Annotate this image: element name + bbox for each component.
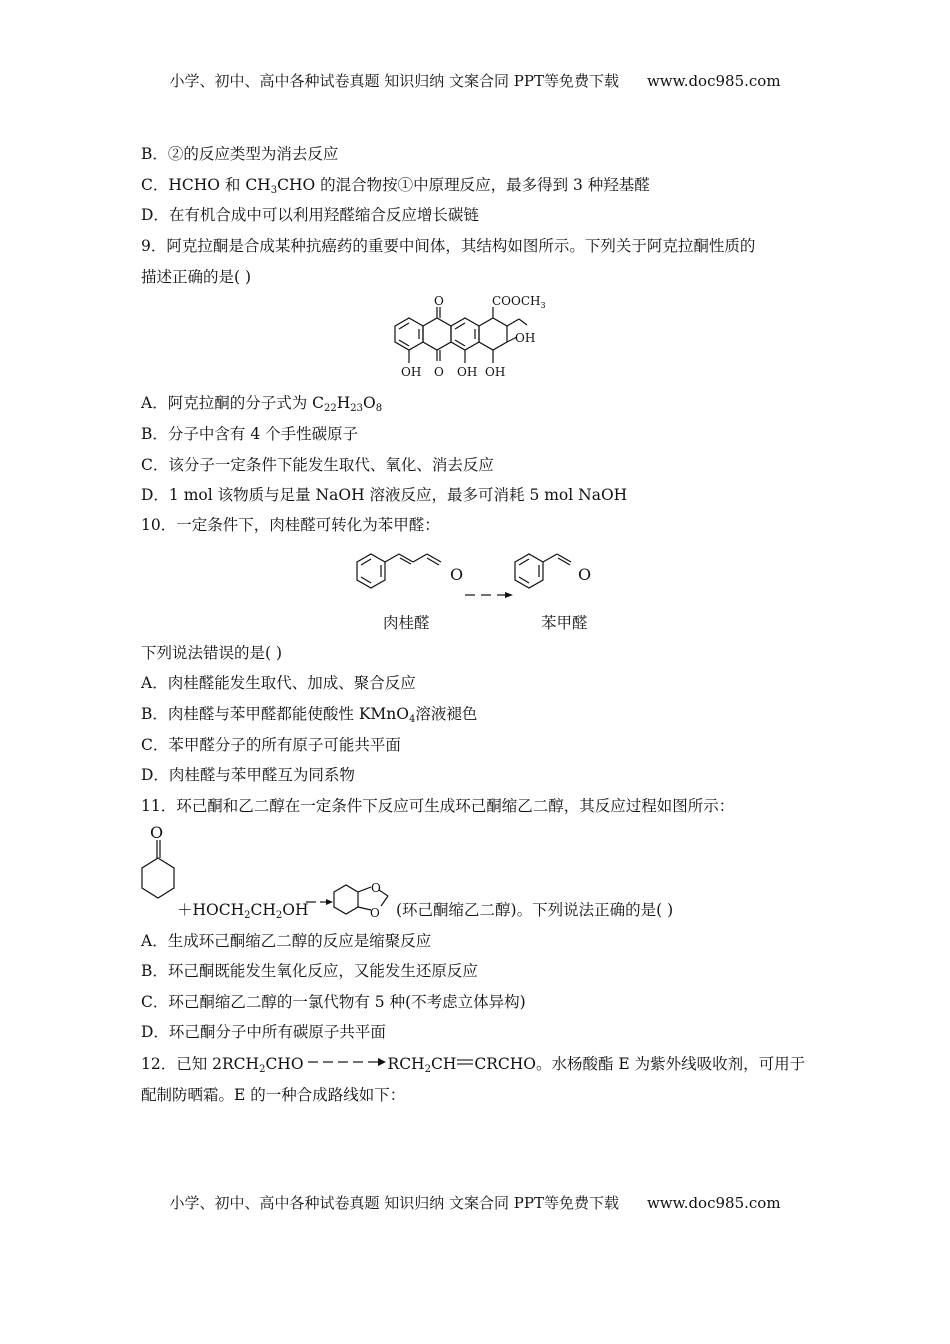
- q11-option-d: D．环己酮分子中所有碳原子共平面: [141, 1023, 386, 1041]
- q9-stem-line1: 9．阿克拉酮是合成某种抗癌药的重要中间体，其结构如图所示。下列关于阿克拉酮性质的: [141, 237, 756, 255]
- q8-option-b: B．②的反应类型为消去反应: [141, 145, 339, 163]
- page-footer: [0, 1192, 950, 1213]
- header-url: www.doc985.com: [646, 72, 781, 90]
- q10-option-d: D．肉桂醛与苯甲醛互为同系物: [141, 766, 355, 784]
- aklavinone-oh-right: OH: [515, 331, 536, 345]
- cinnamaldehyde-o: O: [450, 565, 464, 584]
- q9-option-d: D．1 mol 该物质与足量 NaOH 溶液反应，最多可消耗 5 mol NaOH: [141, 486, 628, 504]
- aklavinone-oh-2: OH: [457, 365, 478, 379]
- ketal-o-upper: O: [371, 881, 381, 895]
- q10-ask: 下列说法错误的是( ): [141, 644, 283, 662]
- q10-stem: 10．一定条件下，肉桂醛可转化为苯甲醛：: [141, 516, 440, 534]
- q8-option-c: C．HCHO 和 $CH_3CHO$ 的混合物按①中原理反应，最多得到 3 种羟基醛: [141, 176, 650, 196]
- aklavinone-cooch3: $COOCH_3$: [492, 294, 546, 310]
- q9-option-b: B．分子中含有 4 个手性碳原子: [141, 425, 359, 443]
- q11-reaction-text-2: (环己酮缩乙二醇)。下列说法正确的是( ): [396, 901, 674, 919]
- q12-stem-line2: 配制防晒霜。E 的一种合成路线如下：: [141, 1086, 406, 1104]
- label-benzaldehyde: 苯甲醛: [541, 614, 588, 632]
- q11-option-a: A．生成环己酮缩乙二醇的反应是缩聚反应: [141, 932, 432, 950]
- q9-option-a: A．阿克拉酮的分子式为 $C_{22}H_{23}O_8$: [141, 394, 383, 414]
- q12-stem-line1: 12．已知 $2RCH_2CHO$ $RCH_2CH$ CRCHO。水杨酸酯 E 为紫外线吸收剂，可用于: [141, 1055, 806, 1075]
- aklavinone-oh-1: OH: [401, 365, 422, 379]
- page-header: [0, 70, 950, 91]
- footer-url: www.doc985.com: [646, 1194, 781, 1212]
- aklavinone-structure: [385, 293, 565, 385]
- q10-option-b: B．肉桂醛与苯甲醛都能使酸性 KMnO$_4$溶液褪色: [141, 705, 478, 725]
- aklavinone-o-top: O: [434, 294, 444, 308]
- q11-reaction-text-1: $+HOCH_2CH_2OH$: [177, 901, 309, 921]
- q11-option-b: B．环己酮既能发生氧化反应，又能发生还原反应: [141, 962, 478, 980]
- ketal-o-lower: O: [370, 906, 380, 920]
- q9-option-c: C．该分子一定条件下能发生取代、氧化、消去反应: [141, 456, 494, 474]
- q9-stem-line2: 描述正确的是( ): [141, 268, 252, 286]
- reaction-arrow-icon: [304, 1056, 388, 1068]
- label-cinnamaldehyde: 肉桂醛: [383, 614, 430, 632]
- q11-stem: 11．环己酮和乙二醇在一定条件下反应可生成环己酮缩乙二醇，其反应过程如图所示：: [141, 797, 735, 815]
- double-bond-icon: [456, 1057, 474, 1067]
- q11-option-c: C．环己酮缩乙二醇的一氯代物有 5 种(不考虑立体异构): [141, 993, 526, 1011]
- footer-text: 小学、初中、高中各种试卷真题 知识归纳 文案合同 PPT等免费下载: [169, 1194, 619, 1212]
- cinnamaldehyde-to-benzaldehyde-figure: [345, 540, 615, 635]
- benzaldehyde-o: O: [578, 565, 592, 584]
- q10-option-a: A．肉桂醛能发生取代、加成、聚合反应: [141, 674, 416, 692]
- aklavinone-o-mid: O: [434, 365, 444, 379]
- aklavinone-oh-3: OH: [485, 365, 506, 379]
- q10-option-c: C．苯甲醛分子的所有原子可能共平面: [141, 736, 401, 754]
- header-text: 小学、初中、高中各种试卷真题 知识归纳 文案合同 PPT等免费下载: [169, 72, 619, 90]
- q8-option-d: D．在有机合成中可以利用羟醛缩合反应增长碳链: [141, 206, 479, 224]
- cyclohexanone-o: O: [150, 823, 164, 842]
